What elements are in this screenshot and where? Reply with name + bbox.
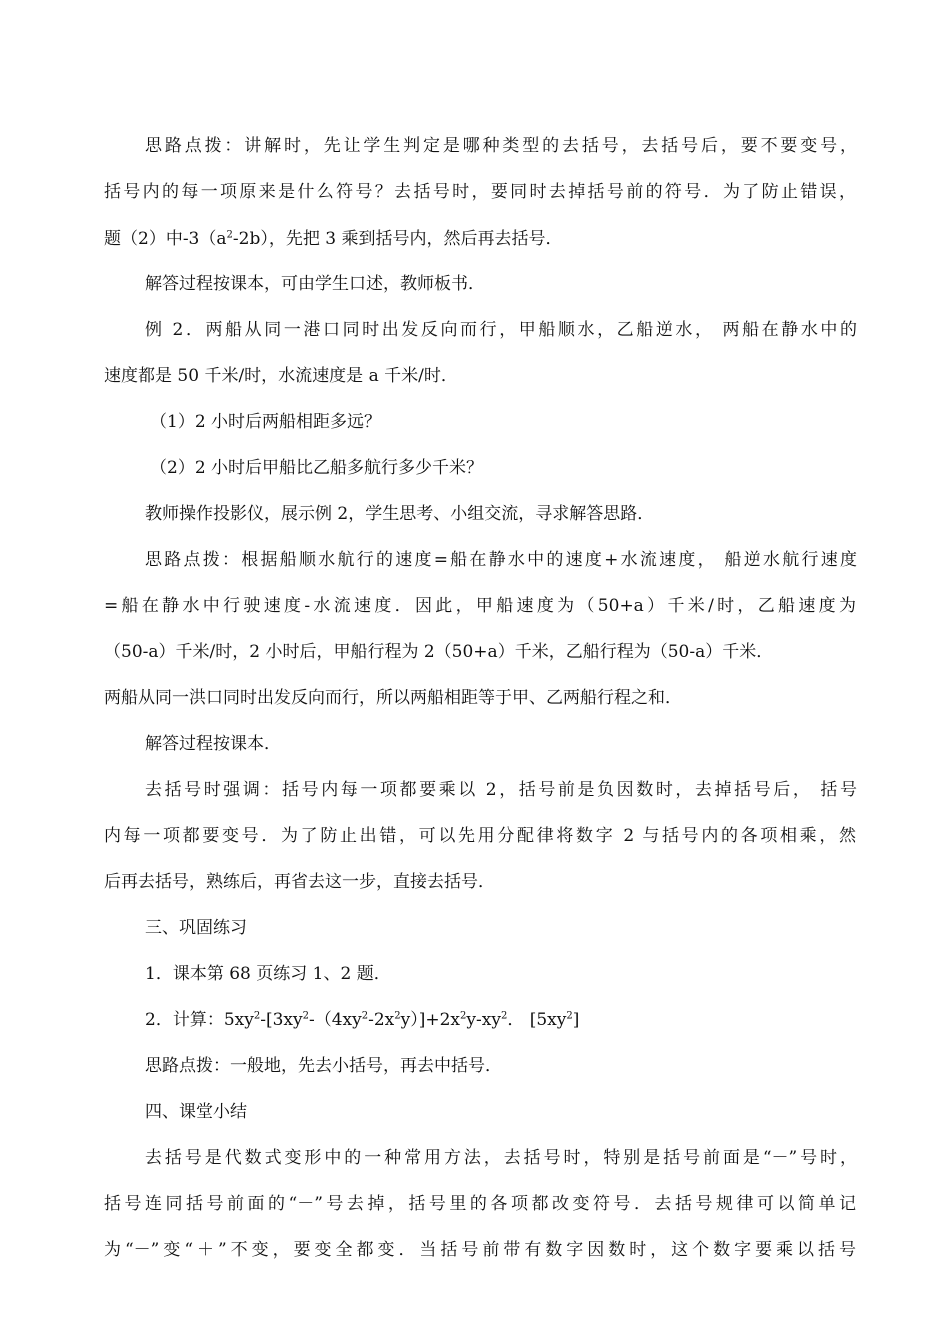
paragraph-line: 括号内的每一项原来是什么符号？去括号时，要同时去掉括号前的符号．为了防止错误，: [104, 182, 856, 202]
paragraph-line: 例 2．两船从同一港口同时出发反向而行，甲船顺水，乙船逆水， 两船在静水中的: [145, 320, 857, 340]
paragraph-line: 思路点拨：讲解时，先让学生判定是哪种类型的去括号，去括号后，要不要变号，: [145, 136, 857, 156]
paragraph-line: 括号连同括号前面的“－”号去掉，括号里的各项都改变符号．去括号规律可以简单记: [104, 1194, 856, 1214]
paragraph-line: 思路点拨：一般地，先去小括号，再去中括号．: [145, 1056, 502, 1076]
section-heading: 三、巩固练习: [145, 918, 247, 938]
paragraph-line: （50-a）千米/时，2 小时后，甲船行程为 2（50+a）千米，乙船行程为（50-a）千米．: [104, 642, 774, 662]
paragraph-line: （2）2 小时后甲船比乙船多航行多少千米？: [150, 458, 484, 478]
paragraph-line: 去括号是代数式变形中的一种常用方法，去括号时，特别是括号前面是“－”号时，: [145, 1148, 857, 1168]
paragraph-line: （1）2 小时后两船相距多远？: [150, 412, 382, 432]
paragraph-line: 为“－”变“＋”不变，要变全都变．当括号前带有数字因数时，这个数字要乘以括号: [104, 1240, 856, 1260]
paragraph-line: 去括号时强调：括号内每一项都要乘以 2，括号前是负因数时，去掉括号后， 括号: [145, 780, 857, 800]
paragraph-line: 内每一项都要变号．为了防止出错，可以先用分配律将数字 2 与括号内的各项相乘，然: [104, 826, 856, 846]
paragraph-line: 两船从同一洪口同时出发反向而行，所以两船相距等于甲、乙两船行程之和．: [104, 688, 682, 708]
paragraph-line: 教师操作投影仪，展示例 2，学生思考、小组交流，寻求解答思路．: [145, 504, 655, 524]
paragraph-line: 后再去括号，熟练后，再省去这一步，直接去括号．: [104, 872, 495, 892]
paragraph-line: 解答过程按课本．: [145, 734, 281, 754]
paragraph-line: 速度都是 50 千米/时，水流速度是 a 千米/时．: [104, 366, 458, 386]
paragraph-line: 题（2）中$-3(a^2-2b)$，先把 3 乘到括号内，然后再去括号．: [104, 229, 563, 249]
paragraph-line: 1．课本第 68 页练习 1、2 题．: [145, 964, 391, 984]
math-expression-line: 2．计算：$5xy^2-[3xy^2-(4xy^2-2x^2y)]+2x^2y-xy^2$． $[5xy^2]$: [145, 1010, 580, 1030]
paragraph-line: 思路点拨：根据船顺水航行的速度=船在静水中的速度+水流速度， 船逆水航行速度: [145, 550, 857, 570]
paragraph-line: =船在静水中行驶速度-水流速度．因此，甲船速度为（50+a）千米/时，乙船速度为: [104, 596, 856, 616]
section-heading: 四、课堂小结: [145, 1102, 247, 1122]
paragraph-line: 解答过程按课本，可由学生口述，教师板书．: [145, 274, 485, 294]
